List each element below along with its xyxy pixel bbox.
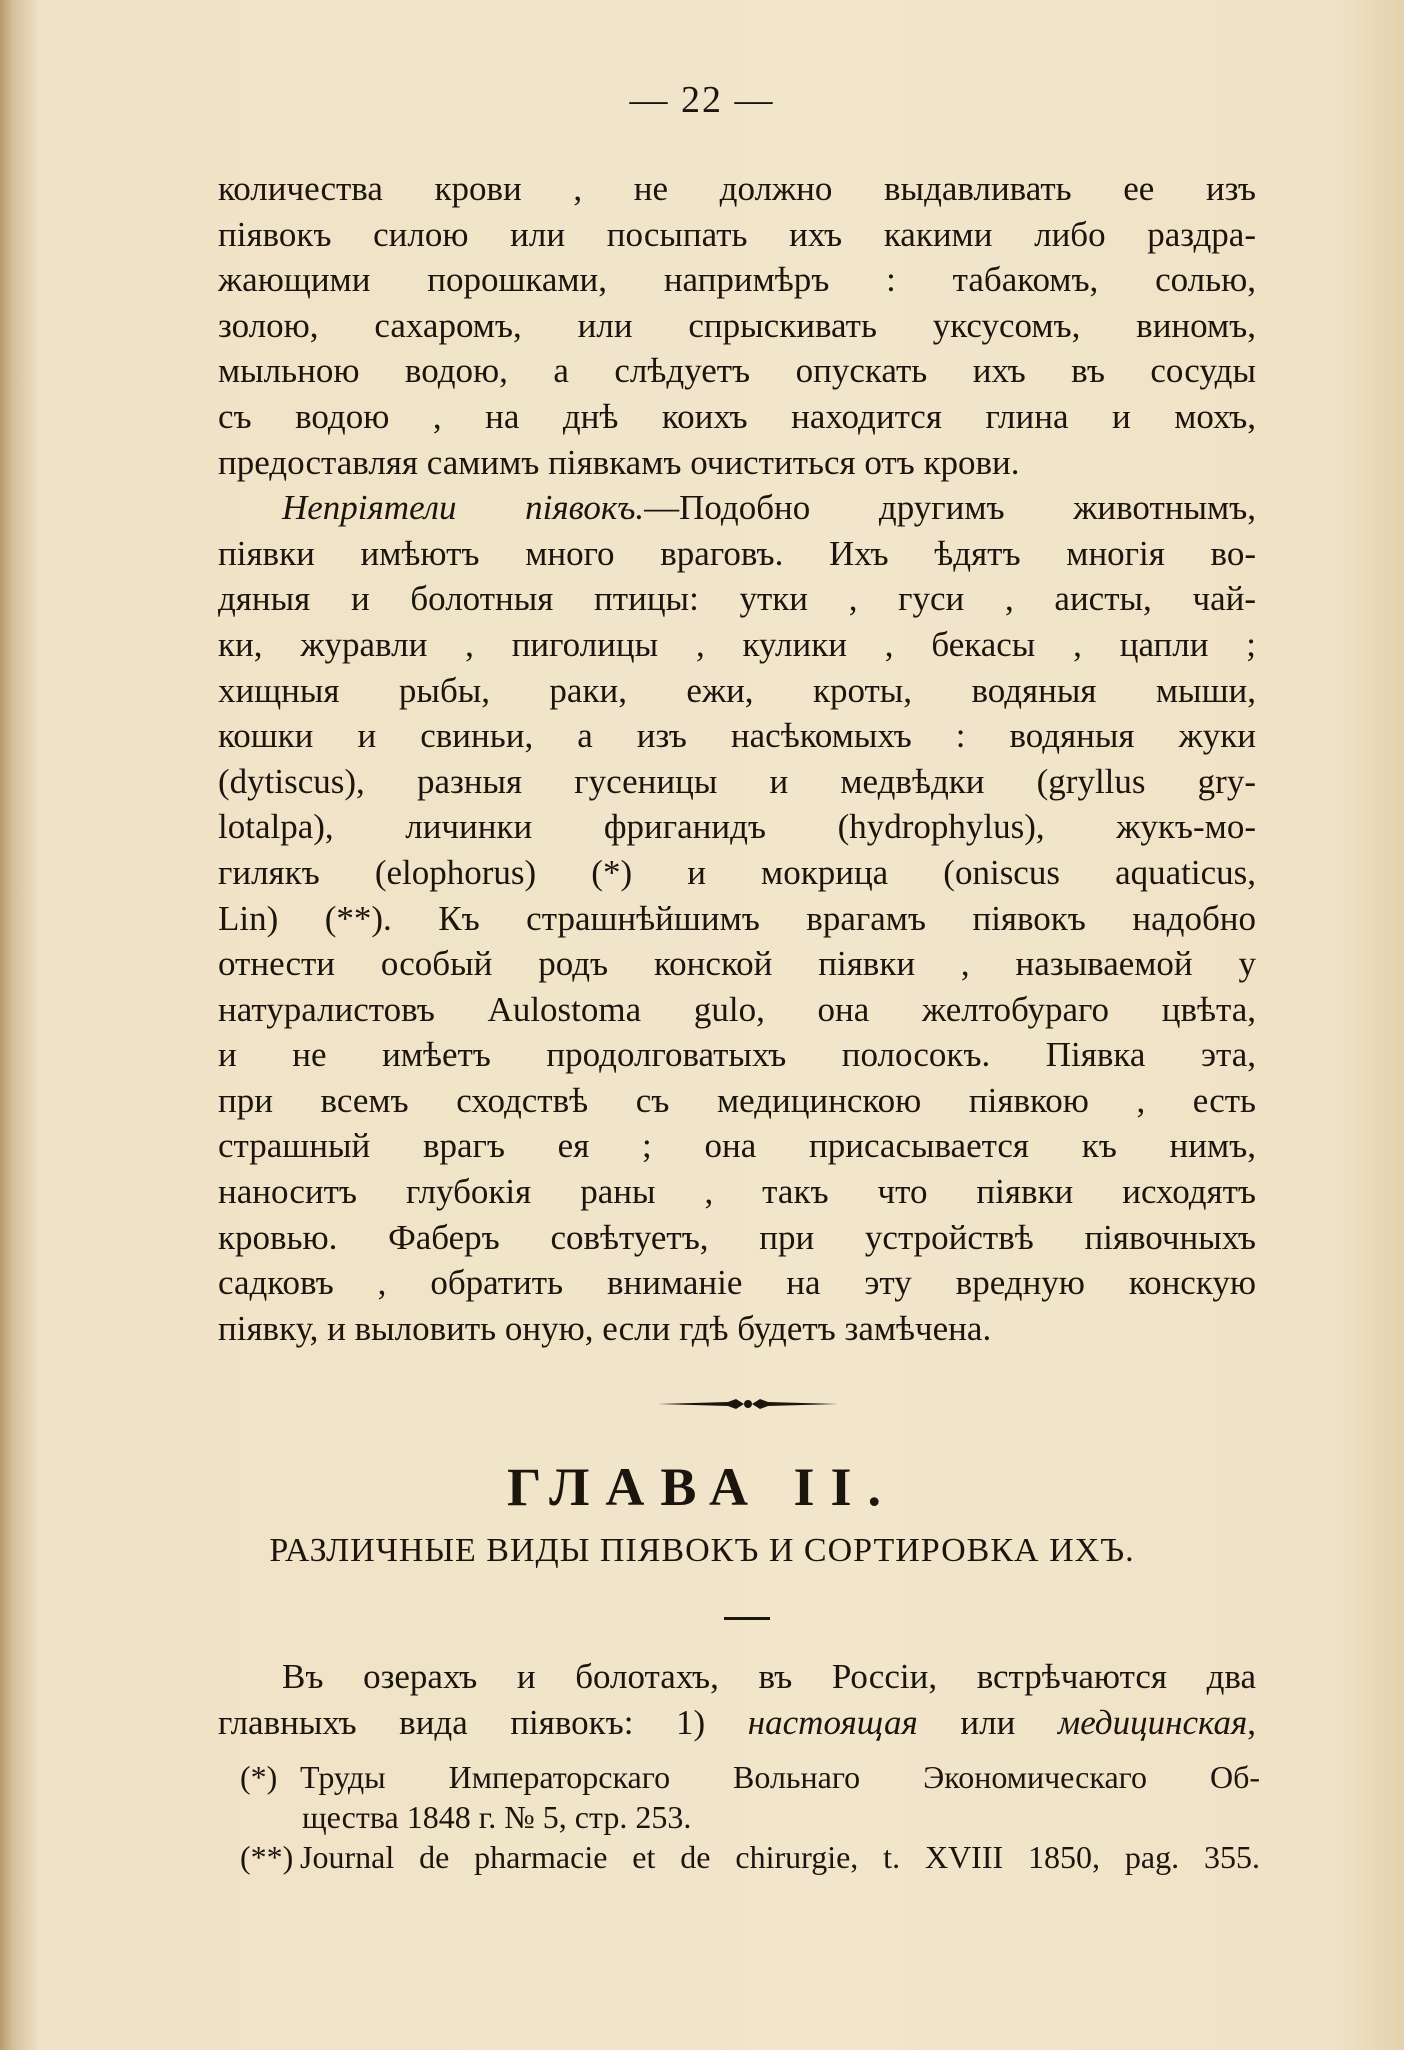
footnote-2 [240, 1837, 1260, 1877]
text-line: съ водою , на днѣ коихъ находится глина и мохъ, [218, 396, 1256, 436]
text-line: натуралистовъ Aulostoma gulo, она желтобураго цвѣта, [218, 989, 1256, 1029]
short-rule [724, 1617, 770, 1620]
footnote-marker: (**) [240, 1839, 294, 1875]
paragraph-heading: Непріятели піявокъ. [282, 488, 645, 528]
footnotes [240, 1757, 1260, 1877]
text-line: кошки и свиньи, а изъ насѣкомыхъ : водяныя жуки [218, 716, 1256, 756]
footnote-text: Труды Императорскаго Вольнаго Экономическаго Об- [300, 1759, 1260, 1795]
page-number: — 22 — [629, 79, 775, 121]
text-line: наноситъ глубокія раны , такъ что піявки исходятъ [218, 1172, 1256, 1212]
text-line: садковъ , обратить вниманіе на эту вредную конскую [218, 1263, 1256, 1303]
text-line: Lin) (**). Къ страшнѣйшимъ врагамъ піявокъ надобно [218, 898, 1256, 938]
text-line: количества крови , не должно выдавливать ее изъ [218, 169, 1256, 208]
italic-term: медицинская [1057, 1702, 1248, 1742]
text-line: lotalpa), личинки фриганидъ (hydrophylus), жукъ-мо- [218, 807, 1256, 847]
text-line: отнести особый родъ конской піявки , называемой у [218, 944, 1256, 984]
paragraph-continued [218, 166, 1256, 1351]
text-line: при всемъ сходствѣ съ медицинскою піявкою , есть [218, 1080, 1256, 1120]
footnote-marker: (*) [240, 1759, 278, 1795]
text-line: мыльною водою, а слѣдуетъ опускать ихъ въ сосуды [218, 351, 1256, 391]
text-line: Въ озерахъ и болотахъ, въ Россіи, встрѣчаются два [282, 1657, 1256, 1696]
text-line: піявки имѣютъ много враговъ. Ихъ ѣдятъ многія во- [218, 533, 1256, 573]
text-line [218, 1700, 1256, 1746]
ornament-divider [658, 1396, 838, 1412]
footnote-text: щества 1848 г. № 5, стр. 253. [302, 1799, 692, 1835]
text-line: золою, сахаромъ, или спрыскивать уксусомъ, виномъ, [218, 305, 1256, 345]
paragraph-heading-line [218, 485, 1256, 531]
text-line: дяныя и болотныя птицы: утки , гуси , аисты, чай- [218, 579, 1256, 619]
italic-term: настоящая [747, 1702, 918, 1742]
chapter-title: ГЛАВА II. [506, 1457, 898, 1517]
text-line: піявокъ силою или посыпать ихъ какими либо раздра- [218, 214, 1256, 254]
text-run: —Подобно другимъ животнымъ, [644, 488, 1256, 528]
text-run: , [1247, 1702, 1257, 1742]
text-line: ки, журавли , пиголицы , кулики , бекасы , цапли ; [218, 624, 1256, 664]
text-line: гилякъ (elophorus) (*) и мокрица (oniscus aquaticus, [218, 852, 1256, 892]
text-line: хищныя рыбы, раки, ежи, кроты, водяныя мыши, [218, 670, 1256, 710]
text-line: (dytiscus), разныя гусеницы и медвѣдки (gryllus gry- [218, 761, 1256, 801]
chapter-paragraph [218, 1654, 1256, 1745]
footnote-1 [240, 1757, 1260, 1797]
text-line: страшный врагъ ея ; она присасывается къ нимъ, [218, 1126, 1256, 1166]
chapter-subtitle: РАЗЛИЧНЫЕ ВИДЫ ПІЯВОКЪ И СОРТИРОВКА ИХЪ. [269, 1532, 1135, 1569]
text-line: піявку, и выловить оную, если гдѣ будетъ замѣчена. [218, 1308, 992, 1348]
text-line: кровью. Фаберъ совѣтуетъ, при устройствѣ піявочныхъ [218, 1217, 1256, 1257]
footnote-text: Journal de pharmacie et de chirurgie, t. XVIII 1850, pag. 355. [300, 1839, 1260, 1875]
text-run: главныхъ вида піявокъ: 1) [218, 1702, 706, 1742]
text-line: и не имѣетъ продолговатыхъ полосокъ. Піявка эта, [218, 1035, 1256, 1075]
text-line: предоставляя самимъ піявкамъ очиститься отъ крови. [218, 442, 1020, 482]
text-line: жающими порошками, напримѣръ : табакомъ, солью, [218, 260, 1256, 300]
text-run: или [960, 1702, 1016, 1742]
